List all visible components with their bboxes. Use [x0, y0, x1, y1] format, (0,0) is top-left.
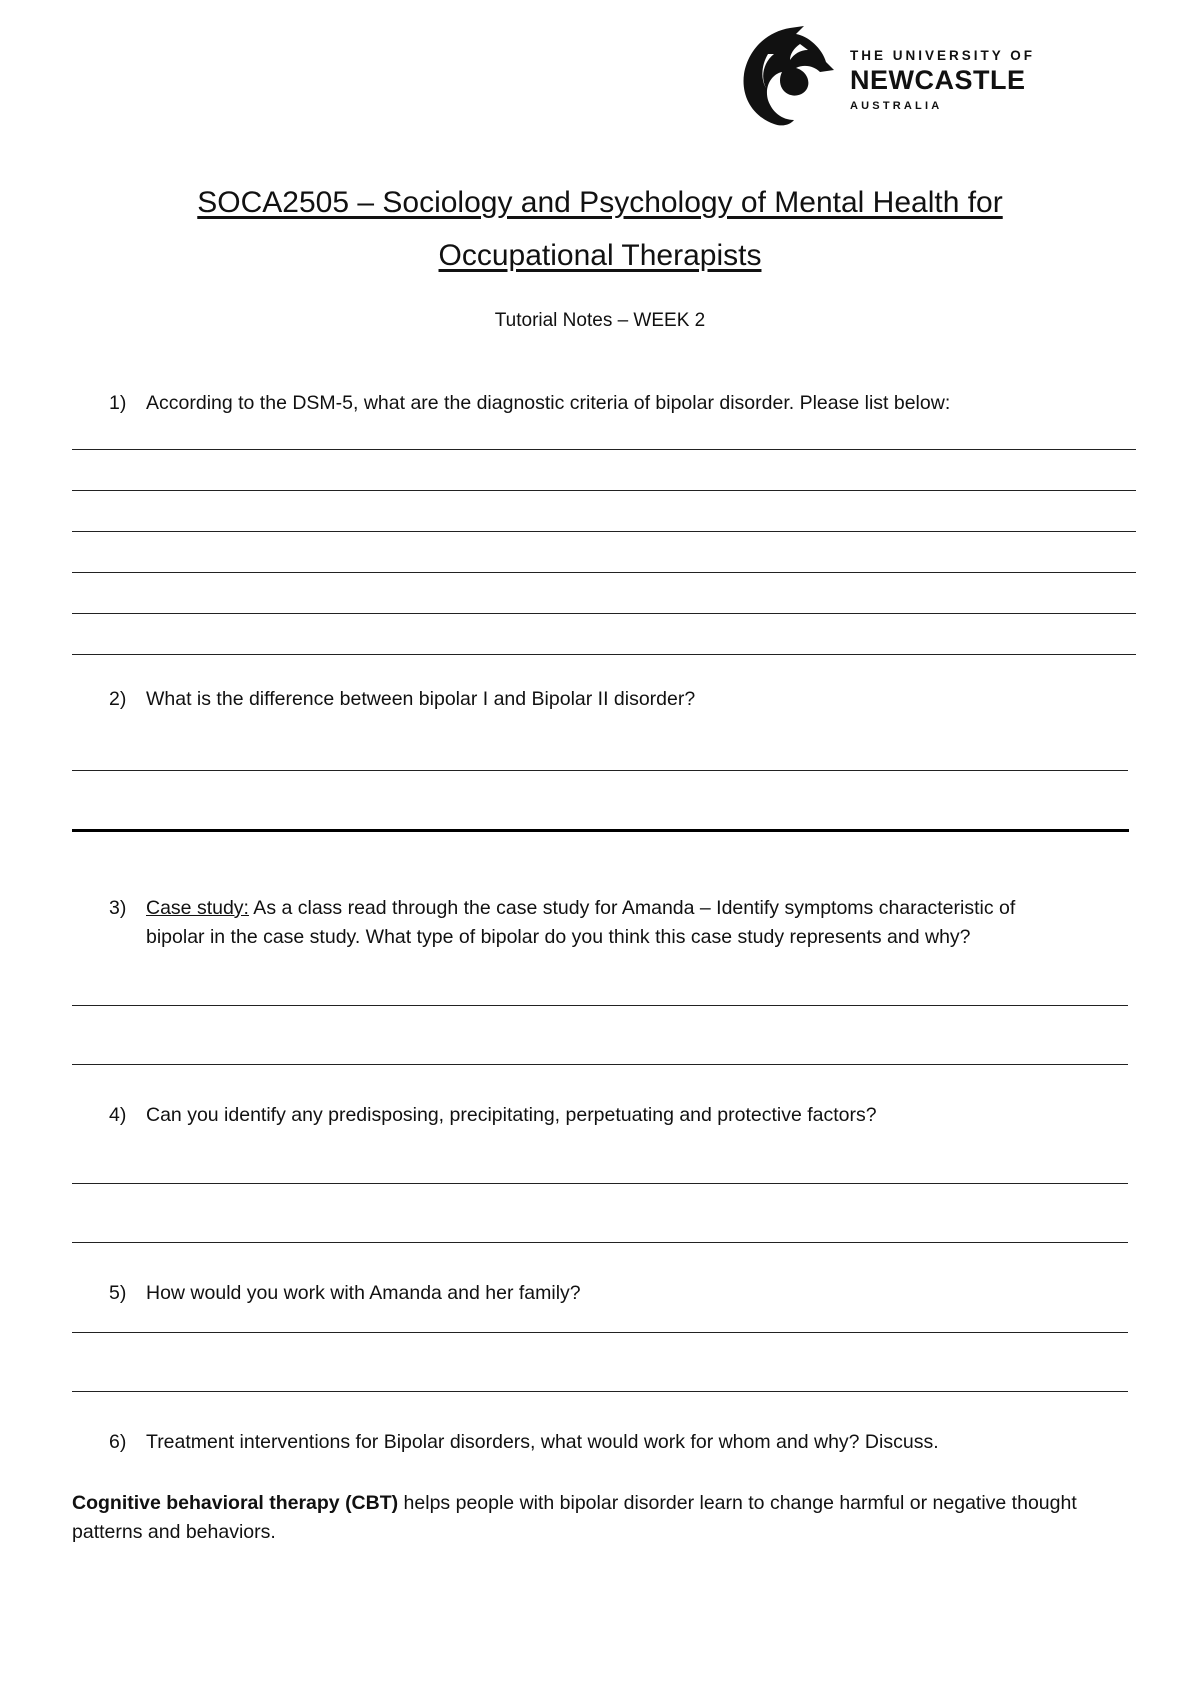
answer-line[interactable]: [72, 1064, 1128, 1065]
answer-line[interactable]: [72, 449, 1136, 450]
document-title-line-1: SOCA2505 – Sociology and Psychology of Mental Health for: [197, 186, 1003, 219]
question-5: [0, 1282, 1200, 1312]
logo-line-1: THE UNIVERSITY OF: [850, 48, 1036, 63]
question-number: 5): [109, 1282, 127, 1304]
answer-line[interactable]: [72, 654, 1136, 655]
question-6: [0, 1431, 1200, 1461]
document-title-line-2: Occupational Therapists: [438, 239, 762, 272]
answer-line[interactable]: [72, 1242, 1128, 1243]
question-3: [0, 897, 1200, 957]
question-4: [0, 1104, 1200, 1134]
cbt-paragraph: [72, 1489, 1142, 1547]
question-text: How would you work with Amanda and her family?: [146, 1282, 581, 1304]
question-text: According to the DSM-5, what are the diagnostic criteria of bipolar disorder. Please list below:: [146, 392, 951, 414]
answer-line[interactable]: [72, 770, 1128, 771]
answer-line[interactable]: [72, 1183, 1128, 1184]
question-1: [0, 392, 1200, 422]
question-text-part: As a class read through the case study for Amanda – Identify symptoms characteristic of: [248, 897, 1016, 919]
answer-line[interactable]: [72, 531, 1136, 532]
answer-line[interactable]: [72, 1332, 1128, 1333]
answer-line-bold[interactable]: [72, 829, 1129, 832]
question-text-line-2: bipolar in the case study. What type of bipolar do you think this case study represents and why?: [146, 926, 971, 948]
cbt-description: helps people with bipolar disorder learn to change harmful or negative thought patterns and behaviors.: [72, 1492, 1077, 1543]
question-number: 4): [109, 1104, 127, 1126]
answer-line[interactable]: [72, 1005, 1128, 1006]
logo-line-3: AUSTRALIA: [850, 100, 943, 112]
answer-line[interactable]: [72, 613, 1136, 614]
answer-line[interactable]: [72, 490, 1136, 491]
question-text: Can you identify any predisposing, precipitating, perpetuating and protective factors?: [146, 1104, 877, 1126]
document-subtitle: Tutorial Notes – WEEK 2: [494, 310, 706, 331]
question-number: 2): [109, 688, 127, 710]
horse-head-icon: [738, 24, 842, 128]
question-text: What is the difference between bipolar I and Bipolar II disorder?: [146, 688, 696, 710]
cbt-term: Cognitive behavioral therapy (CBT): [72, 1492, 399, 1514]
question-2: [0, 688, 1200, 718]
answer-line[interactable]: [72, 572, 1136, 573]
question-text: Treatment interventions for Bipolar disorders, what would work for whom and why? Discuss.: [146, 1431, 939, 1453]
question-number: 6): [109, 1431, 127, 1453]
question-text: [146, 897, 1015, 920]
logo-line-2: NEWCASTLE: [850, 65, 1026, 95]
answer-line[interactable]: [72, 1391, 1128, 1392]
university-logo: [738, 24, 1038, 128]
question-number: 3): [109, 897, 127, 919]
case-study-label: Case study:: [146, 897, 249, 919]
question-number: 1): [109, 392, 127, 414]
